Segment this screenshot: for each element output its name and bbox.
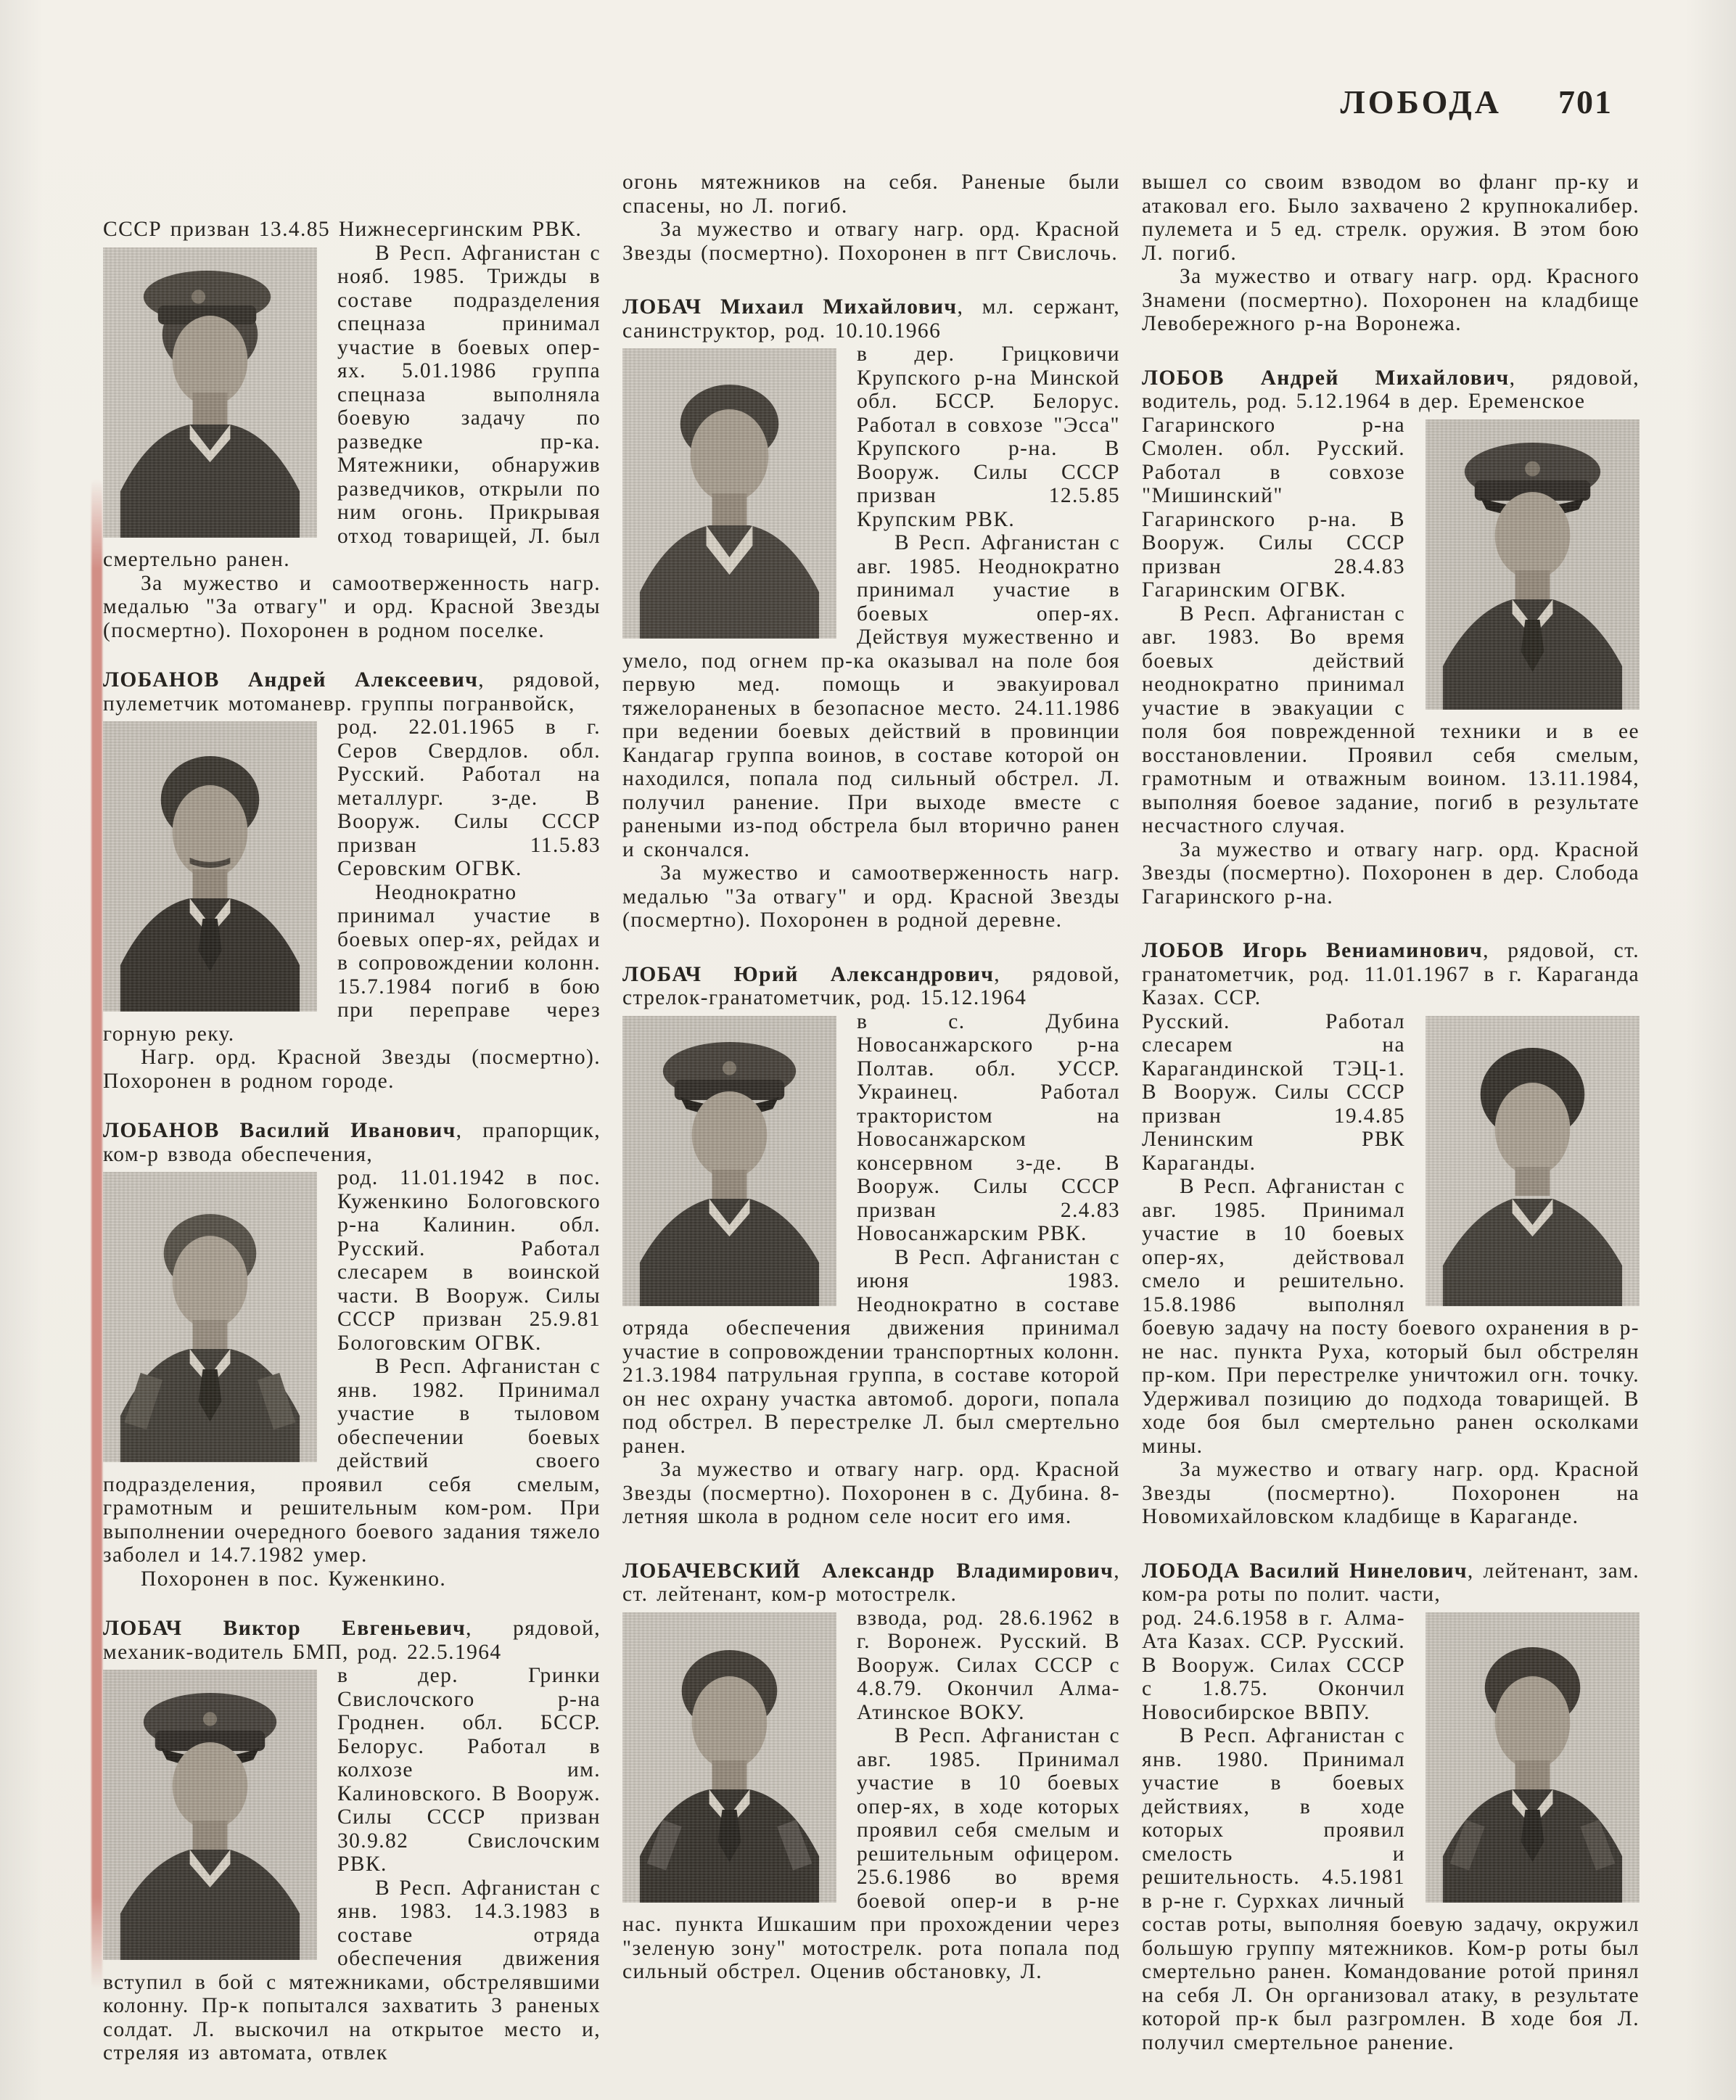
entry-paragraph: взвода, род. 28.6.1962 в г. Воронеж. Русский. В Вооруж. Силах СССР с 4.8.79. Окончил Алма-Атинское ВОКУ. (857, 1606, 1120, 1724)
entry-lobov-andrey (1142, 366, 1640, 909)
entry-continued (1142, 171, 1640, 336)
entry-lead (103, 668, 601, 715)
entry-name: ЛОБАНОВ Василий Иванович (103, 1119, 456, 1142)
entry-paragraph: В Респ. Афганистан с авг. 1985. Принимал участие в 10 боевых опер-ях, действовал смело и решительно. 15.8.1986 выполнял боевую задачу на посту боевого охранения в р-не нас. пункта Руха, который был обстрелян пр-ком. При перестрелке уничтожил огн. точку. Удерживал позицию до подхода товарищей. В ходе боя был смертельно ранен осколками мины. (1142, 1175, 1640, 1458)
entry-paragraph: За мужество и отвагу нагр. орд. Красного Знамени (посмертно). Похоронен на кладбище Левобережного р-на Воронежа. (1142, 265, 1640, 335)
entry-lobach-mikhail (622, 295, 1120, 932)
entry-name: ЛОБОВ Игорь Вениаминович (1142, 939, 1484, 962)
entry-paragraph: За мужество и отвагу нагр. орд. Красной Звезды (посмертно). Похоронен в пгт Свислочь. (622, 218, 1120, 265)
entry-paragraph: Гагаринского р-на Смолен. обл. Русский. Работал в совхозе "Мишинский" Гагаринского р-на. В Вооруж. Силы СССР призван 28.4.83 Гагаринским ОГВК. (1142, 413, 1405, 602)
entry-lead-rest: , рядовой, пулеметчик мотоманевр. группы погранвойск, (103, 668, 601, 715)
entry-lobach-viktor (103, 1617, 601, 2065)
entry-name: ЛОБАЧ Виктор Евгеньевич (103, 1617, 466, 1640)
entry-paragraph: За мужество и отвагу нагр. орд. Красной Звезды (посмертно). Похоронен в дер. Слобода Гагаринского р-на. (1142, 837, 1640, 909)
entry-paragraph: вышел со своим взводом во фланг пр-ку и атаковал его. Было захвачено 2 крупнокалибер. пулемета и 5 ед. стрелк. оружия. В этом бою Л. погиб. (1142, 171, 1640, 265)
entry-paragraph: род. 22.01.1965 в г. Серов Свердлов. обл. Русский. Работал на металлург. з-де. В Вооруж. Силы СССР призван 11.5.83 Серовским ОГВК. (337, 715, 601, 880)
column-3 (1142, 0, 1640, 2100)
entry-paragraph: в с. Дубина Новосанжарского р-на Полтав. обл. УССР. Украинец. Работал трактористом на Новосанжарском консервном з-де. В Вооруж. Силы СССР призван 2.4.83 Новосанжарским РВК. (857, 1009, 1120, 1245)
entry-lead-rest: , рядовой, ст. гранатометчик, род. 11.01.1967 в г. Караганда Казах. ССР. (1142, 939, 1640, 1009)
entry-paragraph: род. 24.6.1958 в г. Алма-Ата Казах. ССР. Русский. В Вооруж. Силах СССР с 1.8.75. Окончил Новосибирское ВВПУ. (1142, 1606, 1405, 1724)
entry-lobach-yuriy (622, 963, 1120, 1529)
entry-paragraph: В Респ. Афганистан с янв. 1982. Принимал участие в тыловом обеспечении боевых действий своего подразделения, проявил себя смелым, грамотным и решительным ком-ром. При выполнении очередного боевого задания тяжело заболел и 14.7.1982 умер. (103, 1355, 601, 1567)
portrait-photo (1426, 1016, 1640, 1306)
entry-lead (103, 1119, 601, 1166)
portrait-photo (103, 721, 317, 1012)
entry-paragraph: За мужество и самоотверженность нагр. медалью "За отвагу" и орд. Красной Звезды (посмертно). Похоронен в родной деревне. (622, 861, 1120, 932)
entry-paragraph: Русский. Работал слесарем на Карагандинской ТЭЦ-1. В Вооруж. Силы СССР призван 19.4.85 Ленинским РВК Караганды. (1142, 1009, 1405, 1175)
entry-paragraph: Нагр. орд. Красной Звезды (посмертно). Похоронен в родном городе. (103, 1046, 601, 1093)
entry-paragraph: в дер. Грицковичи Крупского р-на Минской обл. БССР. Белорус. Работал в совхозе "Эсса" Крупского р-на. В Вооруж. Силы СССР призван 12.5.85 Крупским РВК. (857, 343, 1120, 531)
entry-paragraph: В Респ. Афганистан с авг. 1985. Неоднократно принимал участие в боевых опер-ях. Действуя мужественно и умело, под огнем пр-ка оказывал на поле боя первую мед. помощь и эвакуировал тяжелораненых в безопасное место. 24.11.1986 при ведении боевых действий в провинции Кандагар группа воинов, в составе которой он находился, попала под сильный обстрел. Л. получил ранение. При выходе вместе с ранеными из-под обстрела был вторично ранен и скончался. (622, 531, 1120, 861)
entry-name: ЛОБОДА Василий Нинелович (1142, 1559, 1468, 1583)
header-page-number: 701 (1558, 83, 1613, 120)
entry-lead (622, 295, 1120, 343)
column-1 (103, 0, 601, 2100)
portrait-photo (103, 247, 317, 538)
portrait-photo (103, 1670, 317, 1960)
entry-continued (622, 171, 1120, 265)
entry-paragraph: В Респ. Афганистан с июня 1983. Неоднократно в составе отряда обеспечения движения принимал участие в сопровождении транспортных колонн. 21.3.1984 патрульная группа, в составе которой он нес охрану участка автомоб. дороги, попала под обстрел. В перестрелке Л. был смертельно ранен. (622, 1245, 1120, 1458)
entry-lead-rest: , прапорщик, ком-р взвода обеспечения, (103, 1119, 601, 1166)
entry-lead (1142, 939, 1640, 1010)
entry-lead (1142, 1559, 1640, 1607)
scan-edge-artifact (91, 479, 102, 1988)
entry-paragraph: род. 11.01.1942 в пос. Куженкино Бологовского р-на Калинин. обл. Русский. Работал слесарем в воинской части. В Вооруж. Силы СССР призван 25.9.81 Бологовским ОГВК. (337, 1166, 601, 1355)
entry-paragraph: СССР призван 13.4.85 Нижнесергинским РВК. (103, 218, 583, 241)
entry-name: ЛОБАЧЕВСКИЙ Александр Владимирович (622, 1559, 1114, 1583)
portrait-photo (622, 1016, 836, 1306)
entry-paragraph: В Респ. Афганистан с янв. 1983. 14.3.1983 в составе отряда обеспечения движения вступил в бой с мятежниками, обстрелявшими колонну. Пр-к попытался захватить 3 раненых солдат. Л. выскочил на открытое место и, стреляя из автомата, отвлек (103, 1876, 601, 2064)
entry-lead (103, 1617, 601, 1664)
entry-paragraph: За мужество и самоотверженность нагр. медалью "За отвагу" и орд. Красной Звезды (посмертно). Похоронен в родном поселке. (103, 571, 601, 642)
entry-lead-rest: , мл. сержант, санинструктор, род. 10.10.1966 (622, 295, 1120, 343)
entry-paragraph: В Респ. Афганистан с авг. 1985. Принимал участие в 10 боевых опер-ях, в ходе которых проявил себя смелым и решительным офицером. 25.6.1986 во время боевой опер-и в р-не нас. пункта Ишкашим при прохождении через "зеленую зону" мотострелк. рота попала под сильный обстрел. Оценив обстановку, Л. (622, 1724, 1120, 1983)
entry-lead-rest: , лейтенант, зам. ком-ра роты по полит. части, (1142, 1559, 1640, 1606)
entry-paragraph: Неоднократно принимал участие в боевых опер-ях, рейдах и в сопровождении колонн. 15.7.1984 погиб в бою при переправе через горную реку. (103, 880, 601, 1046)
entry-paragraph: В Респ. Афганистан с авг. 1983. Во время боевых действий неоднократно принимал участие в эвакуации с поля боя поврежденной техники и в ее восстановлении. Проявил себя смелым, грамотным и отважным воином. 13.11.1984, выполняя боевое задание, погиб в результате несчастного случая. (1142, 602, 1640, 837)
entry-lobachevskiy (622, 1559, 1120, 1984)
portrait-photo (622, 1612, 836, 1903)
entry-loboda (1142, 1559, 1640, 2055)
entry-paragraph: За мужество и отвагу нагр. орд. Красной Звезды (посмертно). Похоронен в с. Дубина. 8-летняя школа в родном селе носит его имя. (622, 1458, 1120, 1528)
entry-paragraph: В Респ. Афганистан с янв. 1980. Принимал участие в боевых действиях, в ходе которых проявил смелость и решительность. 4.5.1981 в р-не г. Сурхках личный состав роты, выполняя боевую задачу, окружил большую группу мятежников. Ком-р роты был смертельно ранен. Командование ротой принял на себя Л. Он организовал атаку, в результате которой пр-к был разгромлен. В ходе боя Л. получил смертельное ранение. (1142, 1724, 1640, 2054)
entry-paragraph: За мужество и отвагу нагр. орд. Красной Звезды (посмертно). Похоронен на Новомихайловском кладбище в Караганде. (1142, 1458, 1640, 1528)
entry-lead (622, 963, 1120, 1010)
entry-paragraph: Похоронен в пос. Куженкино. (141, 1567, 447, 1591)
portrait-photo (1426, 419, 1640, 710)
portrait-photo (622, 348, 836, 639)
entry-paragraph: огонь мятежников на себя. Раненые были спасены, но Л. погиб. (622, 171, 1120, 218)
column-2 (622, 0, 1120, 2100)
entry-lead (1142, 366, 1640, 414)
portrait-photo (103, 1172, 317, 1462)
portrait-photo (1426, 1612, 1640, 1903)
entry-lead-rest: , ст. лейтенант, ком-р мотострелк. (622, 1559, 1120, 1606)
entry-name: ЛОБОВ Андрей Михайлович (1142, 366, 1510, 390)
entry-lobov-igor (1142, 939, 1640, 1529)
entry-paragraph: в дер. Гринки Свислочского р-на Гроднен. обл. БССР. Белорус. Работал в колхозе им. Калиновского. В Вооруж. Силы СССР призван 30.9.82 Свислочским РВК. (337, 1664, 601, 1876)
entry-lobanov-vasiliy (103, 1119, 601, 1591)
entry-lobanov-andrey (103, 668, 601, 1093)
entry-continued (103, 218, 601, 642)
text-columns (103, 0, 1640, 2100)
header-guide-word: ЛОБОДА (1340, 83, 1502, 120)
entry-lead-rest: , рядовой, стрелок-гранатометчик, род. 15.12.1964 (622, 962, 1121, 1009)
entry-paragraph: В Респ. Афганистан с нояб. 1985. Трижды в составе подразделения спецназа принимал участие в боевых опер-ях. 5.01.1986 группа спецназа выполняла боевую задачу по разведке пр-ка. Мятежники, обнаружив разведчиков, открыли по ним огонь. Прикрывая отход товарищей, Л. был смертельно ранен. (103, 241, 601, 571)
entry-name: ЛОБАЧ Юрий Александрович (622, 962, 995, 986)
entry-lead-rest: , рядовой, механик-водитель БМП, род. 22.5.1964 (103, 1617, 601, 1664)
entry-name: ЛОБАЧ Михаил Михайлович (622, 295, 958, 319)
entry-lead (622, 1559, 1120, 1607)
entry-name: ЛОБАНОВ Андрей Алексеевич (103, 668, 479, 692)
entry-lead-rest: , рядовой, водитель, род. 5.12.1964 в дер. Еременское (1142, 366, 1640, 413)
